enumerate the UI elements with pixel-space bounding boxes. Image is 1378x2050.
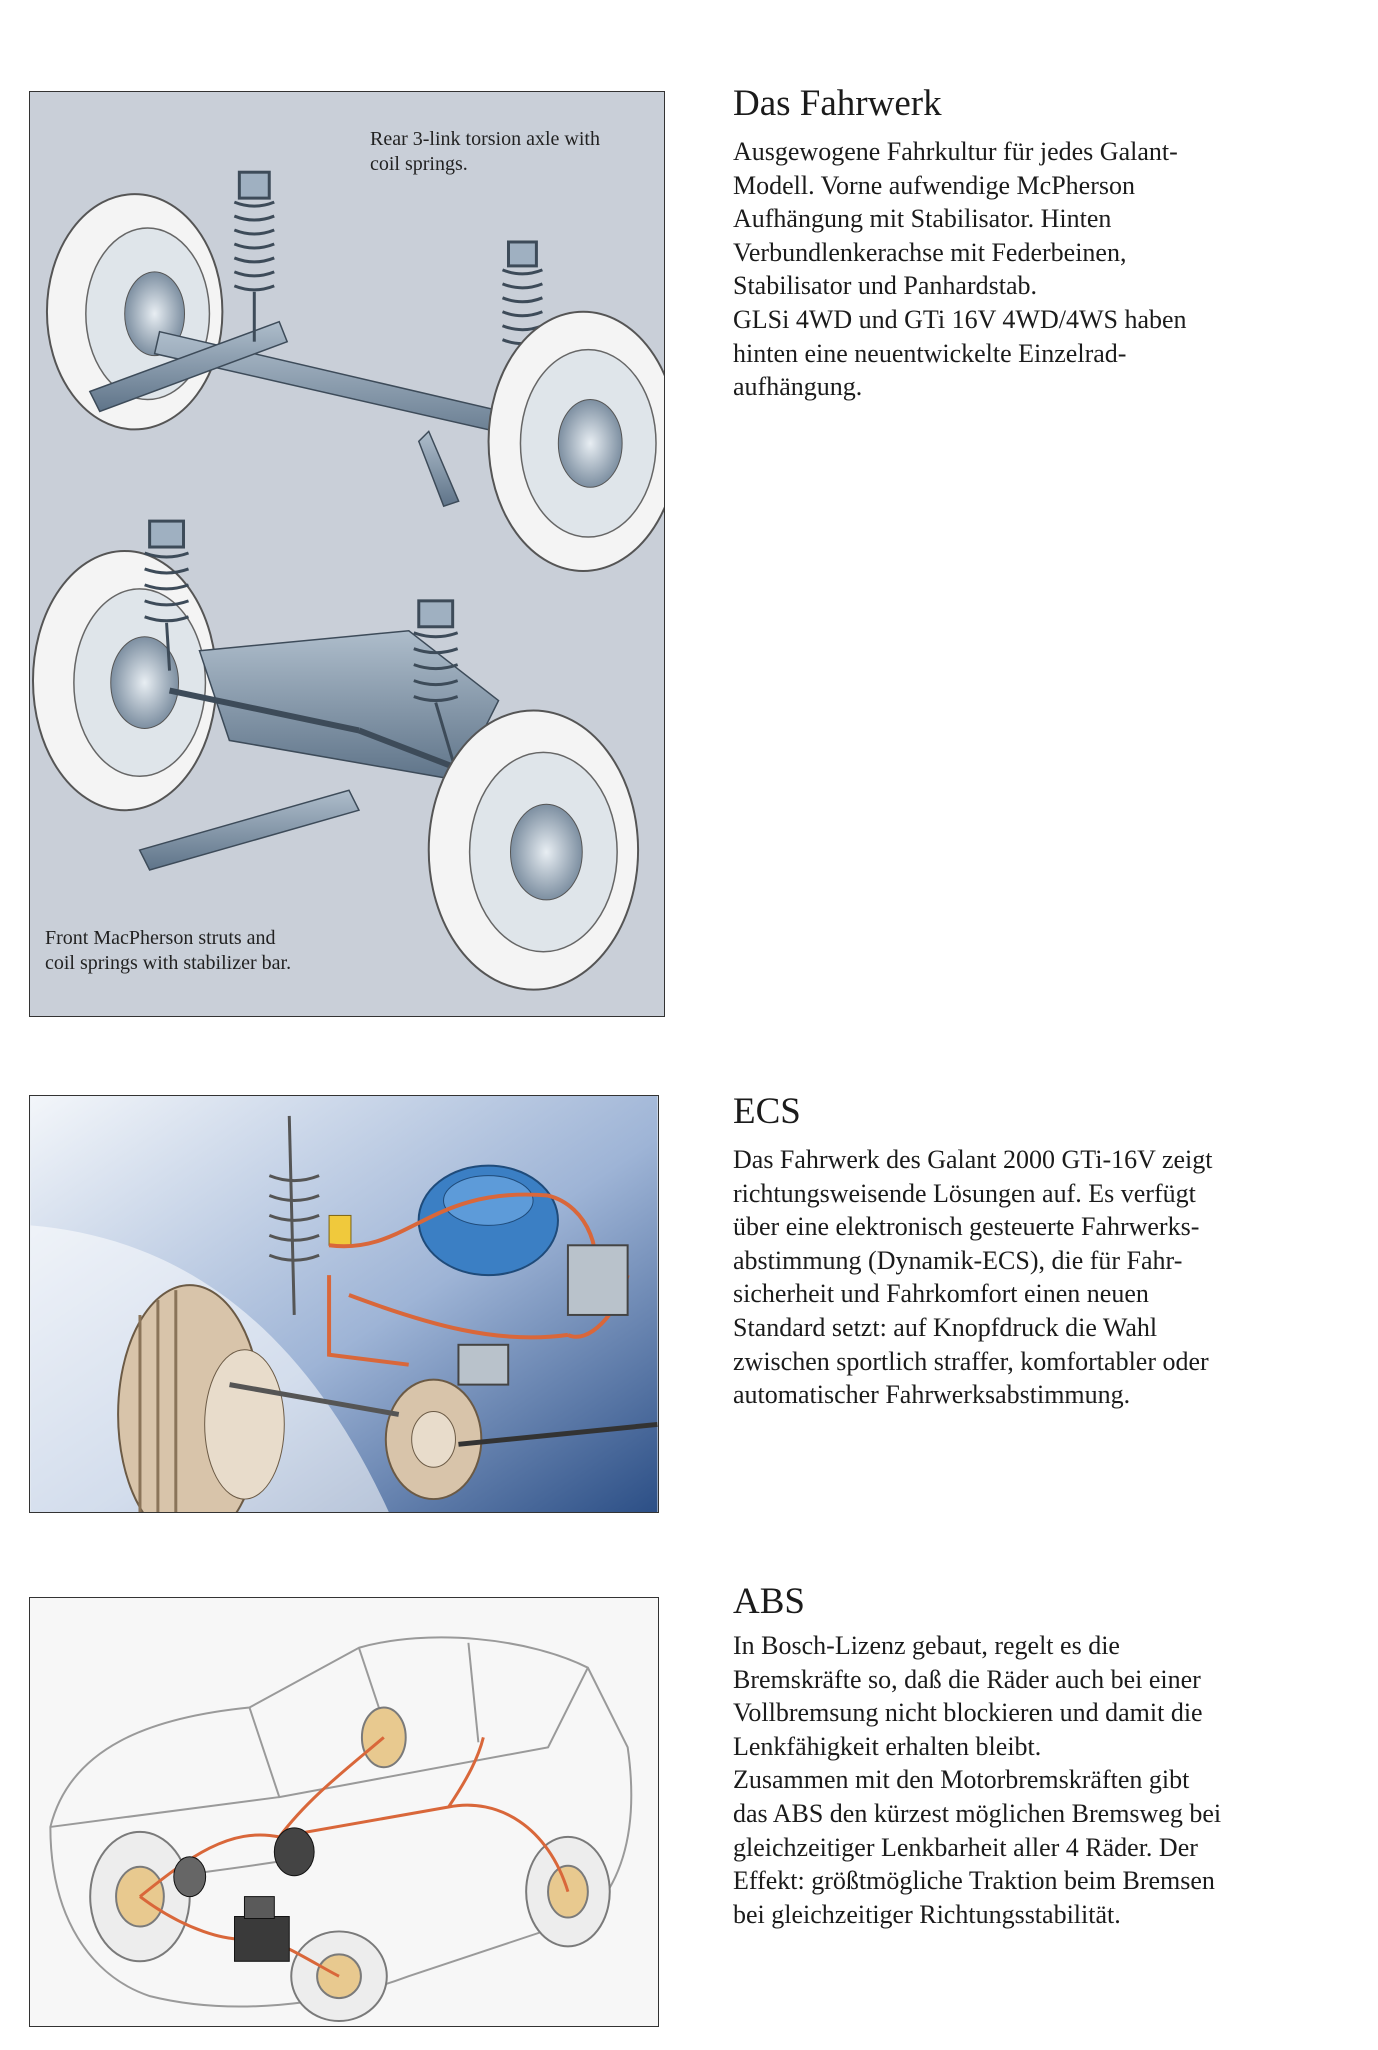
- abs-heading: ABS: [733, 1581, 805, 1622]
- front-axle-drawing: [33, 521, 638, 990]
- ecs-illustration-panel: [29, 1095, 659, 1513]
- suspension-illustration: [30, 92, 664, 1016]
- suspension-illustration-panel: [29, 91, 665, 1017]
- rear-axle-drawing: [47, 172, 664, 571]
- front-axle-caption: Front MacPherson struts and coil springs with stabilizer bar.: [45, 927, 292, 974]
- abs-body: In Bosch-Lizenz gebaut, regelt es die Bremskräfte so, daß die Räder auch bei einer Vollbremsung nicht blockieren und damit die Lenkfähigkeit erhalten bleibt. Zusammen mit den Motorbremskräften gibt das ABS den kürzest möglichen Bremsweg bei gleichzeitiger Lenkbarheit aller 4 Räder. Der Effekt: größtmögliche Traktion beim Bremsen bei gleichzeitiger Richtungsstabilität.: [733, 1631, 1222, 1929]
- ecs-body: Das Fahrwerk des Galant 2000 GTi-16V zeigt richtungsweisende Lösungen auf. Es verfügt über eine elektronisch gesteuerte Fahrwerks- abstimmung (Dynamik-ECS), die für Fahr- sicherheit und Fahrkomfort einen neuen Standard setzt: auf Knopfdruck die Wahl zwischen sportlich straffer, komfortabler oder automatischer Fahrwerksabstimmung.: [733, 1145, 1213, 1410]
- abs-car-illustration: [30, 1598, 658, 2026]
- rear-axle-caption: Rear 3-link torsion axle with coil springs.: [370, 128, 600, 175]
- fahrwerk-body: Ausgewogene Fahrkultur für jedes Galant- Modell. Vorne aufwendige McPherson Aufhängung mit Stabilisator. Hinten Verbundlenkerachse mit Federbeinen, Stabilisator und Panhardstab. GLSi 4WD und GTi 16V 4WD/4WS haben hinten eine neuentwickelte Einzelrad- aufhängung.: [733, 137, 1187, 402]
- ecs-illustration: [30, 1096, 658, 1512]
- fahrwerk-heading: Das Fahrwerk: [733, 83, 942, 124]
- ecs-heading: ECS: [733, 1091, 801, 1132]
- abs-illustration-panel: [29, 1597, 659, 2027]
